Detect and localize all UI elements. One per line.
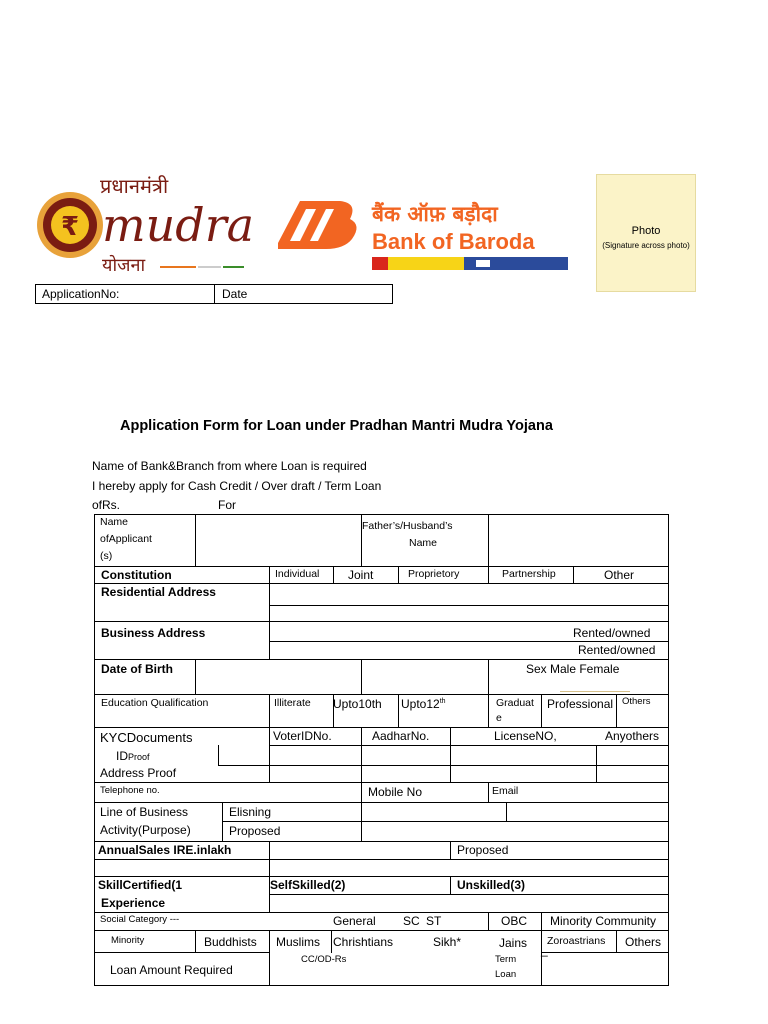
aadhar-label: AadharNo. [372,729,430,743]
rented-owned-2: Rented/owned [578,643,656,657]
other-option: Other [604,568,635,582]
father-husband-name-label: Name [409,537,438,549]
mobile-label: Mobile No [368,785,423,799]
cc-od-label: CC/OD-Rs [301,954,347,965]
residential-address-label: Residential Address [101,585,216,599]
father-husband-label: Father’s/Husband’s [362,520,453,532]
sikh-option: Sikh* [433,935,462,949]
line-of-business-label-1: Line of Business [100,805,189,819]
any-others-label: Anyothers [605,729,660,743]
term-loan-label-1: Term [495,954,517,965]
general-option: General [333,914,376,928]
business-address-label: Business Address [101,626,206,640]
license-label: LicenseNO, [494,729,557,743]
proposed-sales-label: Proposed [457,843,509,857]
telephone-label: Telephone no. [100,785,160,796]
application-no-label: ApplicationNo: [42,287,120,301]
for-label: For [218,498,236,512]
sex-label: Sex Male Female [526,662,620,676]
photo-sublabel: (Signature across photo) [602,241,690,250]
name-applicant-label-3: (s) [100,550,113,562]
experience-label: Experience [101,896,166,910]
sc-option: SC [403,914,420,928]
bank-hindi-name: बैंक ऑफ़ बड़ौदा [372,202,498,226]
proposed-business-label: Proposed [229,824,281,838]
upto10-option: Upto10th [333,697,382,711]
st-option: ST [426,914,442,928]
skill-certified-label: SkillCertified(1 [98,878,183,892]
constitution-label: Constitution [101,568,172,582]
individual-option: Individual [275,568,320,580]
others-minority-option: Others [625,935,662,949]
zoroastrians-option: Zoroastrians [547,935,606,947]
email-label: Email [492,785,519,797]
photo-label: Photo [631,225,661,237]
bank-branch-line: Name of Bank&Branch from where Loan is required [92,459,367,473]
date-label: Date [222,287,248,301]
jains-option: Jains [499,936,528,950]
voter-id-label: VoterIDNo. [273,729,332,743]
form-title: Application Form for Loan under Pradhan Mantri Mudra Yojana [120,418,553,434]
name-applicant-label-2: ofApplicant [100,533,152,545]
upto12-option: Upto12th [401,697,446,711]
rented-owned-1: Rented/owned [573,626,651,640]
christians-option: Chrishtians [333,935,394,949]
apply-line: I hereby apply for Cash Credit / Over draft / Term Loan [92,479,382,493]
obc-option: OBC [501,914,528,928]
proprietory-option: Proprietory [408,568,460,580]
professional-option: Professional [547,697,614,711]
dash-mark: _ [541,943,548,957]
term-loan-label-2: Loan [495,969,517,980]
minority-label: Minority [111,935,145,946]
graduate-option-1: Graduat [496,697,534,709]
self-skilled-label: SelfSkilled(2) [270,878,346,892]
illiterate-option: Illiterate [274,697,311,709]
others-education-option: Others [622,696,651,707]
muslims-option: Muslims [276,935,320,949]
minority-community-option: Minority Community [550,914,657,928]
mudra-hindi-bottom: योजना [102,255,146,276]
address-proof-label: Address Proof [100,766,177,780]
loan-amount-required-label: Loan Amount Required [110,963,233,977]
line-of-business-label-2: Activity(Purpose) [100,823,191,837]
graduate-option-2: e [496,712,502,724]
education-label: Education Qualification [101,697,209,709]
mudra-hindi-top: प्रधानमंत्री [100,174,169,198]
svg-text:₹: ₹ [60,212,80,242]
social-category-label: Social Category --- [100,914,180,925]
partnership-option: Partnership [502,568,556,580]
date-of-birth-label: Date of Birth [101,662,173,676]
existing-label: Elisning [229,805,272,819]
annual-sales-label: AnnualSales IRE.inlakh [98,843,232,857]
ofrs-label: ofRs. [92,498,121,512]
bank-english-name: Bank of Baroda [372,229,535,254]
mudra-word: mudra [102,198,251,252]
kyc-documents-label: KYCDocuments [100,730,193,745]
name-applicant-label-1: Name [100,516,129,528]
buddhists-option: Buddhists [204,935,257,949]
id-proof-label: IDProof [116,749,150,763]
unskilled-label: Unskilled(3) [457,878,526,892]
joint-option: Joint [348,568,374,582]
